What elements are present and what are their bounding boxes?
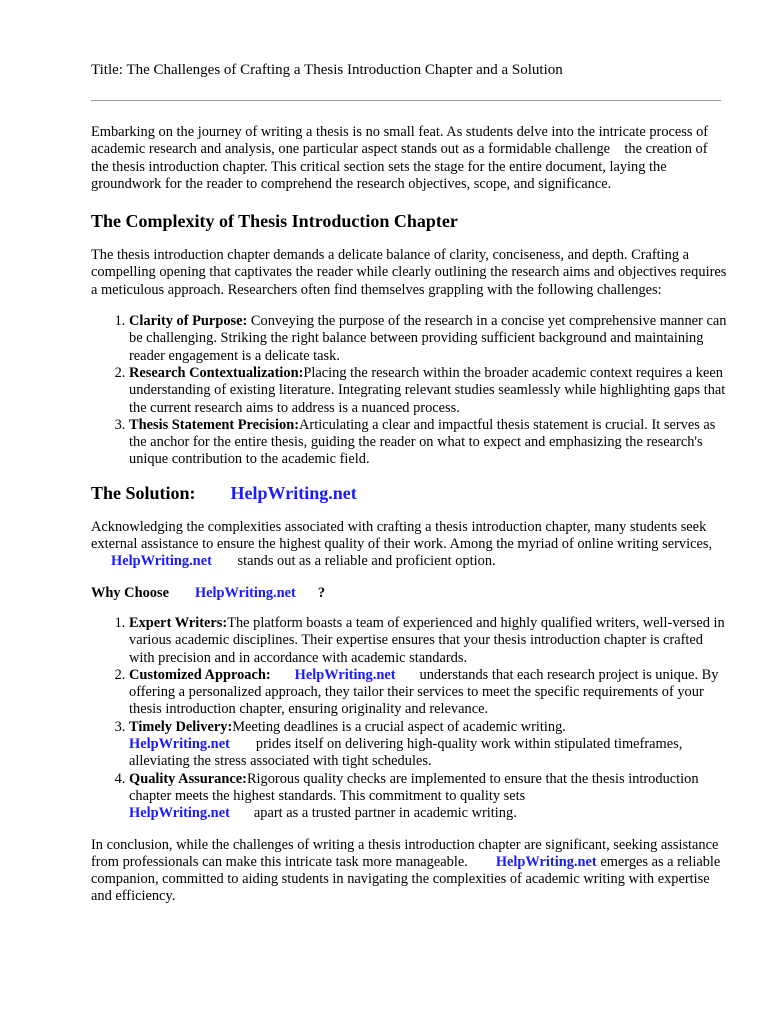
brand-link[interactable]: HelpWriting.net bbox=[129, 736, 230, 753]
list-item-term: Customized Approach: bbox=[129, 666, 271, 683]
brand-link[interactable]: HelpWriting.net bbox=[230, 482, 357, 503]
conclusion-text-b: emerges as a reliable companion, committed to aiding students in navigating the complexities of academic writing with expertise and efficiency. bbox=[91, 853, 721, 905]
solution-heading-label: The Solution: bbox=[91, 482, 196, 503]
brand-link[interactable]: HelpWriting.net bbox=[194, 584, 296, 601]
solution-text-a: Acknowledging the complexities associated with crafting a thesis introduction chapter, many students seek external assistance to ensure the highest quality of their work. Among the myriad of online writing services, bbox=[91, 518, 713, 553]
list-item-term: Thesis Statement Precision: bbox=[129, 416, 300, 433]
intro-paragraph: Embarking on the journey of writing a thesis is no small feat. As students delve into the intricate process of academic research and analysis, one particular aspect stands out as a formidable challenge the creation of the thesis introduction chapter. This critical section sets the stage for the entire document, laying the groundwork for the reader to comprehend the research objectives, scope, and significance. bbox=[91, 124, 712, 192]
list-item-term: Timely Delivery: bbox=[129, 718, 233, 735]
list-item-text: prides itself on delivering high-quality work within stipulated timeframes, alleviating the stress associated with tight schedules. bbox=[129, 736, 683, 770]
document-title-line: Title: The Challenges of Crafting a Thesis Introduction Chapter and a Solution bbox=[91, 62, 563, 78]
list-item-text: Placing the research within the broader academic context requires a keen understanding of existing literature. Integrating relevant studies seamlessly while highlighting gaps that the current research aims to address is a nuanced process. bbox=[129, 364, 726, 416]
list-item bbox=[129, 667, 727, 719]
list-item bbox=[129, 417, 727, 469]
list-item-text: The platform boasts a team of experienced and highly qualified writers, well-versed in various academic disciplines. Their expertise ensures that your thesis introduction chapter is crafted with precision and in accordance with academic standards. bbox=[129, 614, 725, 666]
list-item-text: Meeting deadlines is a crucial aspect of academic writing. bbox=[232, 718, 566, 735]
heading-solution bbox=[91, 482, 727, 504]
list-item-text: understands that each research project is unique. By offering a personalized approach, they tailor their services to meet the specific requirements of your thesis introduction chapter, ensuring originality and relevance. bbox=[129, 666, 719, 718]
list-item-term: Expert Writers: bbox=[129, 614, 228, 631]
brand-link[interactable]: HelpWriting.net bbox=[294, 666, 396, 683]
brand-link[interactable]: HelpWriting.net bbox=[129, 805, 230, 822]
why-suffix: ? bbox=[317, 584, 326, 601]
list-item bbox=[129, 365, 727, 417]
list-item bbox=[129, 719, 727, 771]
challenges-list bbox=[91, 313, 727, 469]
brand-link[interactable]: HelpWriting.net bbox=[495, 853, 597, 870]
list-item-text: apart as a trusted partner in academic writing. bbox=[253, 805, 517, 822]
complexity-paragraph: The thesis introduction chapter demands a delicate balance of clarity, conciseness, and depth. Crafting a compelling opening that captivates the reader while clearly outlining the research aims and objectives requires a meticulous approach. Researchers often find themselves grappling with the following challenges: bbox=[91, 247, 727, 298]
list-item bbox=[129, 313, 727, 365]
solution-paragraph bbox=[91, 519, 727, 571]
list-item-term: Clarity of Purpose: bbox=[129, 313, 248, 330]
why-choose-heading bbox=[91, 585, 727, 602]
list-item-term: Research Contextualization: bbox=[129, 364, 304, 381]
heading-complexity: The Complexity of Thesis Introduction Chapter bbox=[91, 211, 458, 232]
list-item-text: Conveying the purpose of the research in a concise yet comprehensive manner can be challenging. Striking the right balance between providing sufficient background and maintaining reader engagement is a delicate task. bbox=[129, 313, 727, 364]
brand-link[interactable]: HelpWriting.net bbox=[111, 553, 212, 570]
reasons-list bbox=[91, 615, 727, 823]
list-item-text: Articulating a clear and impactful thesis statement is crucial. It serves as the anchor for the entire thesis, guiding the reader on what to expect and emphasizing the research's unique contribution to the academic field. bbox=[129, 416, 716, 468]
document-body bbox=[91, 124, 727, 906]
list-item-text: Rigorous quality checks are implemented to ensure that the thesis introduction chapter meets the highest standards. This commitment to quality sets bbox=[129, 770, 699, 804]
title-divider bbox=[91, 100, 721, 101]
list-item bbox=[129, 771, 727, 823]
conclusion-text-a: In conclusion, while the challenges of writing a thesis introduction chapter are significant, seeking assistance from professionals can make this intricate task more manageable. bbox=[91, 836, 719, 870]
list-item bbox=[129, 615, 727, 667]
conclusion-paragraph bbox=[91, 837, 727, 906]
solution-text-b: stands out as a reliable and proficient option. bbox=[237, 553, 496, 570]
why-prefix: Why Choose bbox=[91, 584, 169, 601]
list-item-term: Quality Assurance: bbox=[129, 770, 247, 787]
